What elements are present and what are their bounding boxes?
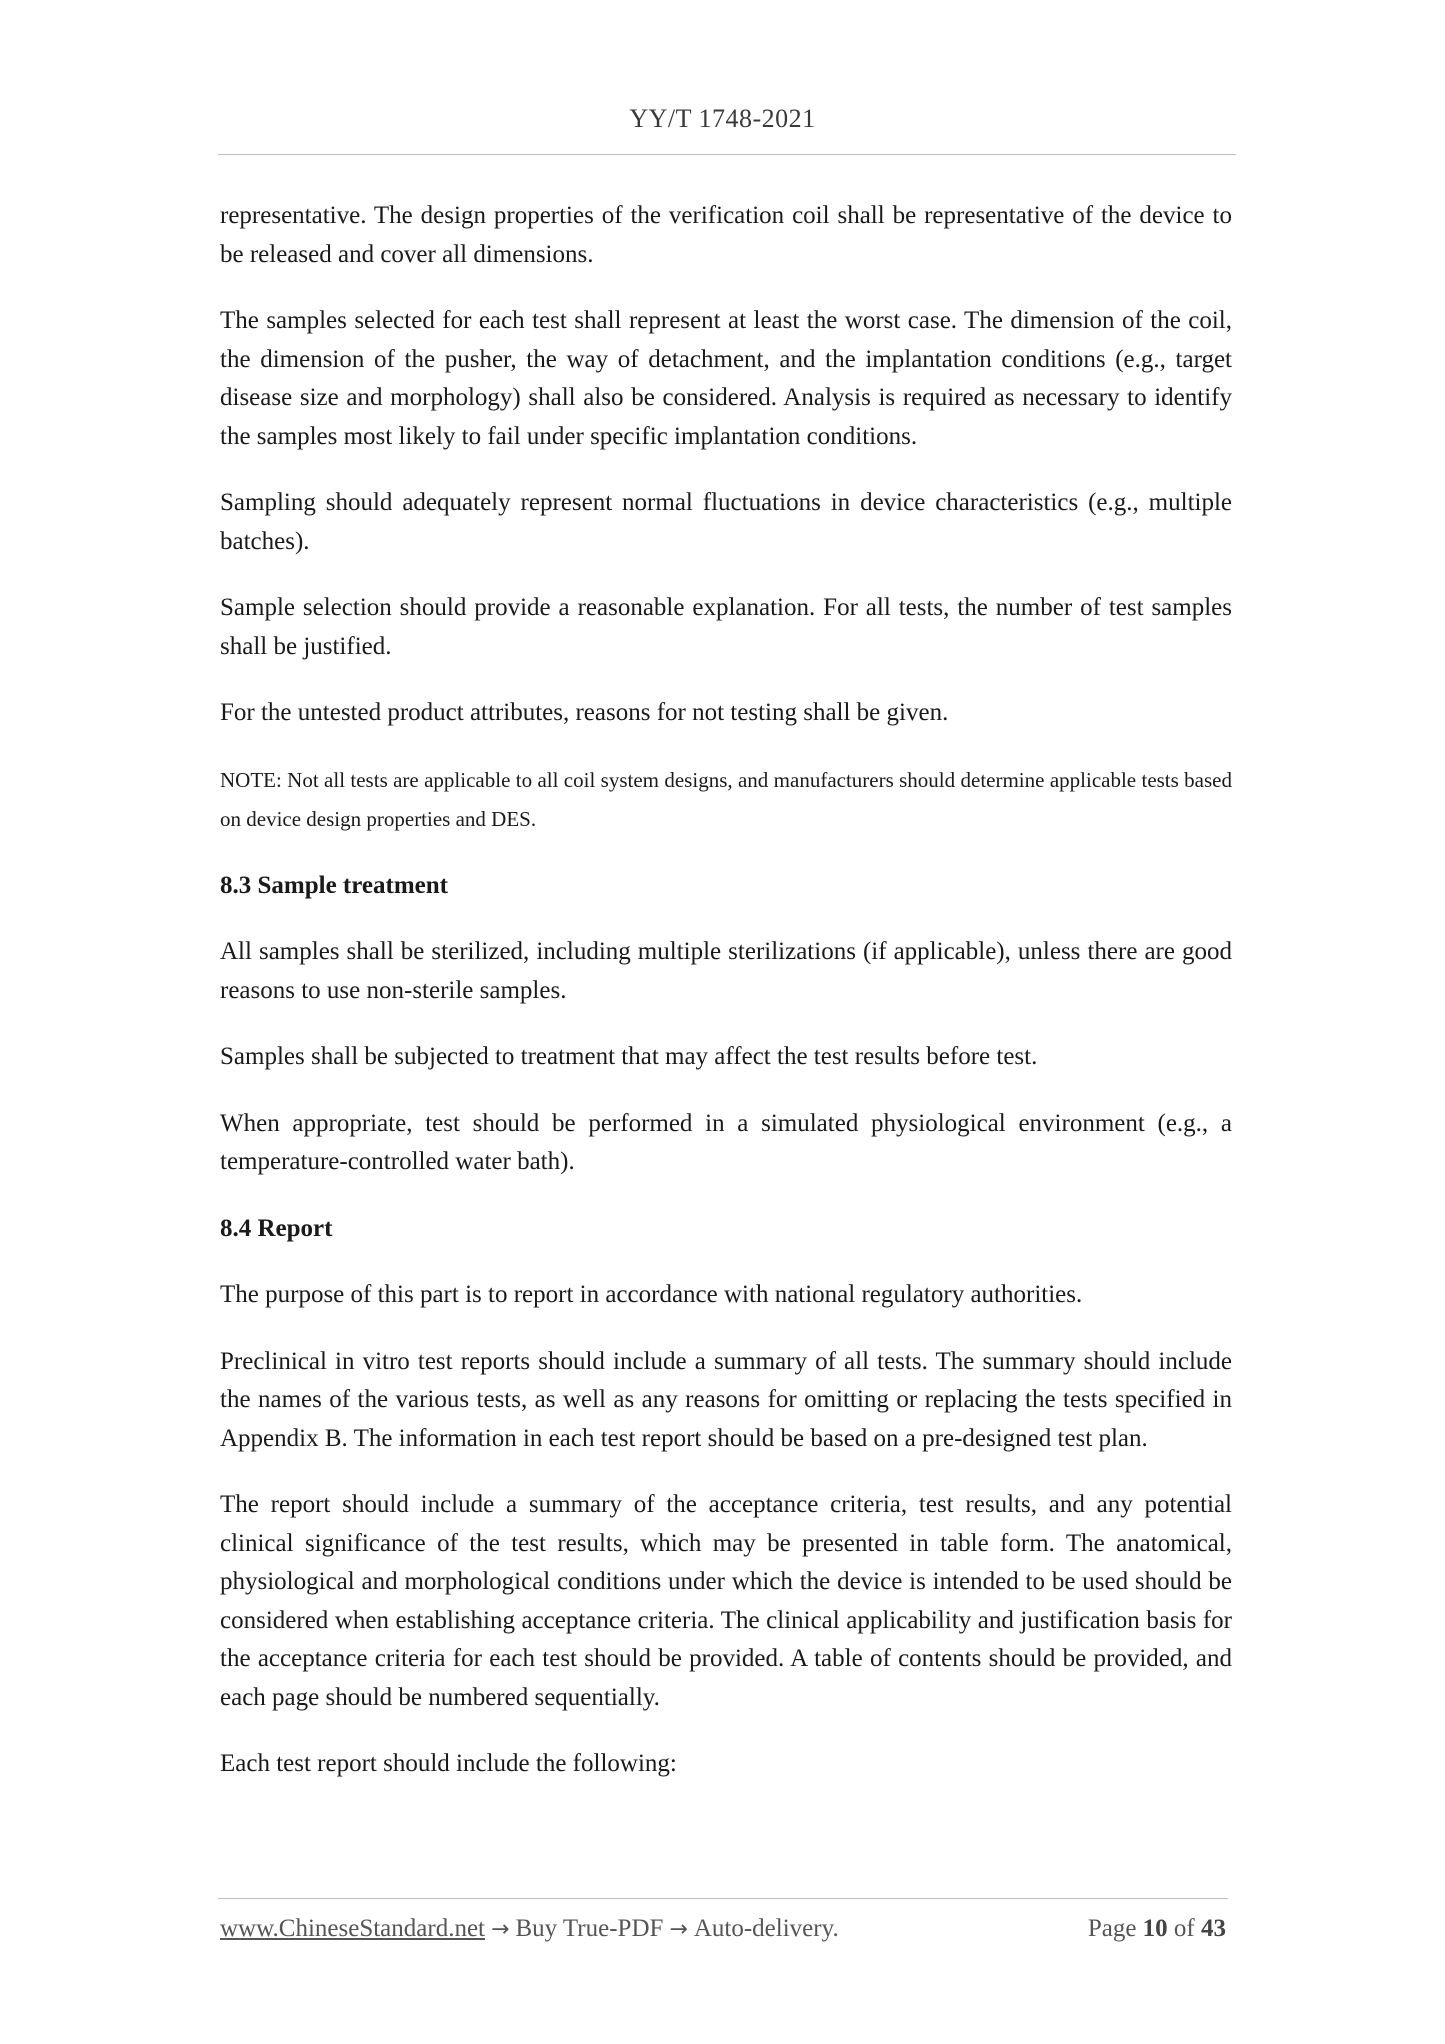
paragraph-sample-selection: Sample selection should provide a reasonable explanation. For all tests, the number of test samples shall be justified. bbox=[220, 594, 1232, 660]
section-heading-report: 8.4 Report bbox=[220, 1214, 333, 1242]
paragraph-samples-worst-case: The samples selected for each test shall represent at least the worst case. The dimension of the coil, the dimension of the pusher, the way of detachment, and the implantation conditions (e.g., target disease size and morphology) shall also be considered. Analysis is required as necessary to identify the samples most likely to fail under specific implantation conditions. bbox=[220, 307, 1232, 450]
auto-delivery-text: Auto-delivery. bbox=[693, 1915, 839, 1942]
document-code-header: YY/T 1748-2021 bbox=[629, 104, 816, 133]
section-heading-sample-treatment: 8.3 Sample treatment bbox=[220, 871, 448, 899]
footer-divider bbox=[218, 1898, 1228, 1899]
paragraph-acceptance-criteria: The report should include a summary of the acceptance criteria, test results, and any potential clinical significance of the test results, which may be presented in table form. The anatomical, physiological and morphological conditions under which the device is intended to be used should be considered when establishing acceptance criteria. The clinical applicability and justification basis for the acceptance criteria for each test should be provided. A table of contents should be provided, and each page should be numbered sequentially. bbox=[220, 1491, 1232, 1711]
arrow-right-icon: → bbox=[669, 1917, 688, 1942]
paragraph-representative: representative. The design properties of the verification coil shall be representative of the device to be released and cover all dimensions. bbox=[220, 202, 1232, 268]
paragraph-simulated-environment: When appropriate, test should be performed in a simulated physiological environment (e.g., a temperature-controlled water bath). bbox=[220, 1109, 1232, 1175]
header-divider bbox=[218, 154, 1236, 155]
page-current: 10 bbox=[1142, 1915, 1168, 1942]
paragraph-report-contents: Each test report should include the following: bbox=[220, 1750, 677, 1777]
note-applicable-tests: NOTE: Not all tests are applicable to all coil system designs, and manufacturers should determine applicable tests based on device design properties and DES. bbox=[220, 767, 1232, 831]
website-link[interactable]: www.ChineseStandard.net bbox=[220, 1915, 485, 1942]
footer-promo bbox=[220, 1915, 839, 1943]
page-of-label: of bbox=[1173, 1915, 1195, 1942]
page-total: 43 bbox=[1201, 1915, 1226, 1942]
page-footer bbox=[220, 1915, 1230, 1955]
arrow-right-icon: → bbox=[491, 1917, 510, 1942]
paragraph-treatment: Samples shall be subjected to treatment that may affect the test results before test. bbox=[220, 1043, 1038, 1070]
paragraph-sterilization: All samples shall be sterilized, including multiple sterilizations (if applicable), unless there are good reasons to use non-sterile samples. bbox=[220, 938, 1232, 1004]
page-number bbox=[1088, 1915, 1226, 1943]
paragraph-sampling: Sampling should adequately represent normal fluctuations in device characteristics (e.g., multiple batches). bbox=[220, 489, 1232, 555]
page-label: Page bbox=[1087, 1915, 1137, 1942]
page-content bbox=[220, 197, 1232, 1812]
paragraph-untested-attributes: For the untested product attributes, reasons for not testing shall be given. bbox=[220, 699, 949, 726]
paragraph-report-purpose: The purpose of this part is to report in accordance with national regulatory authorities. bbox=[220, 1281, 1083, 1308]
paragraph-preclinical-summary: Preclinical in vitro test reports should include a summary of all tests. The summary should include the names of the various tests, as well as any reasons for omitting or replacing the tests specified in Appendix B. The information in each test report should be based on a pre-designed test plan. bbox=[220, 1347, 1232, 1452]
buy-true-pdf-text: Buy True-PDF bbox=[515, 1915, 664, 1942]
